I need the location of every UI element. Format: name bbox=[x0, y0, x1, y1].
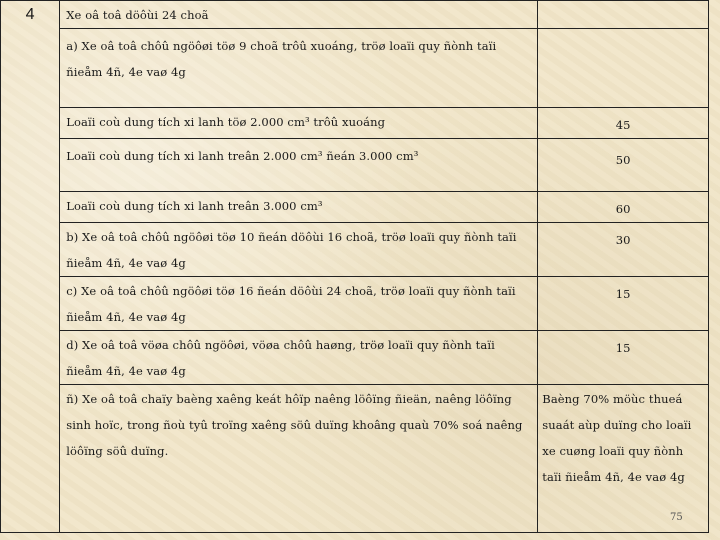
row-description: c) Xe oâ toâ chôû ngöôøi töø 16 ñeán döôùi 24 choã, tröø loaïi quy ñònh taïi ñieåm 4ñ, 4e vaø 4g bbox=[60, 277, 538, 331]
row-value: 60 bbox=[538, 192, 709, 223]
row-description: Loaïi coù dung tích xi lanh treân 3.000 cm³ bbox=[60, 192, 538, 223]
table-row bbox=[1, 139, 709, 192]
row-value: 45 bbox=[538, 108, 709, 139]
row-value: 30 bbox=[538, 223, 709, 277]
row-value-note: Baèng 70% möùc thueá suaát aùp duïng cho loaïi xe cuøng loaïi quy ñònh taïi ñieåm 4ñ, 4e vaø 4g bbox=[538, 385, 709, 533]
table-row bbox=[1, 108, 709, 139]
row-description: d) Xe oâ toâ vöøa chôû ngöôøi, vöøa chôû haøng, tröø loaïi quy ñònh taïi ñieåm 4ñ, 4e vaø 4g bbox=[60, 331, 538, 385]
table-row bbox=[1, 29, 709, 108]
table-row bbox=[1, 277, 709, 331]
table-row bbox=[1, 385, 709, 533]
row-description: a) Xe oâ toâ chôû ngöôøi töø 9 choã trôû xuoáng, tröø loaïi quy ñònh taïi ñieåm 4ñ, 4e vaø 4g bbox=[60, 29, 538, 108]
page-number: 75 bbox=[670, 512, 683, 523]
row-value: 15 bbox=[538, 277, 709, 331]
row-description: Loaïi coù dung tích xi lanh treân 2.000 cm³ ñeán 3.000 cm³ bbox=[60, 139, 538, 192]
row-description: b) Xe oâ toâ chôû ngöôøi töø 10 ñeán döôùi 16 choã, tröø loaïi quy ñònh taïi ñieåm 4ñ, 4e vaø 4g bbox=[60, 223, 538, 277]
row-value: 50 bbox=[538, 139, 709, 192]
section-number: 4 bbox=[1, 1, 60, 533]
row-value: 15 bbox=[538, 331, 709, 385]
table-row bbox=[1, 331, 709, 385]
section-title-value bbox=[538, 1, 709, 29]
row-description: ñ) Xe oâ toâ chaïy baèng xaêng keát hôïp naêng löôïng ñieän, naêng löôïng sinh hoïc, trong ñoù tyû troïng xaêng söû duïng khoâng quaù 70% soá naêng löôïng söû duïng. bbox=[60, 385, 538, 533]
row-value bbox=[538, 29, 709, 108]
section-title: Xe oâ toâ döôùi 24 choã bbox=[60, 1, 538, 29]
row-description: Loaïi coù dung tích xi lanh töø 2.000 cm³ trôû xuoáng bbox=[60, 108, 538, 139]
table-row bbox=[1, 192, 709, 223]
table-header-row bbox=[1, 1, 709, 29]
table-row bbox=[1, 223, 709, 277]
